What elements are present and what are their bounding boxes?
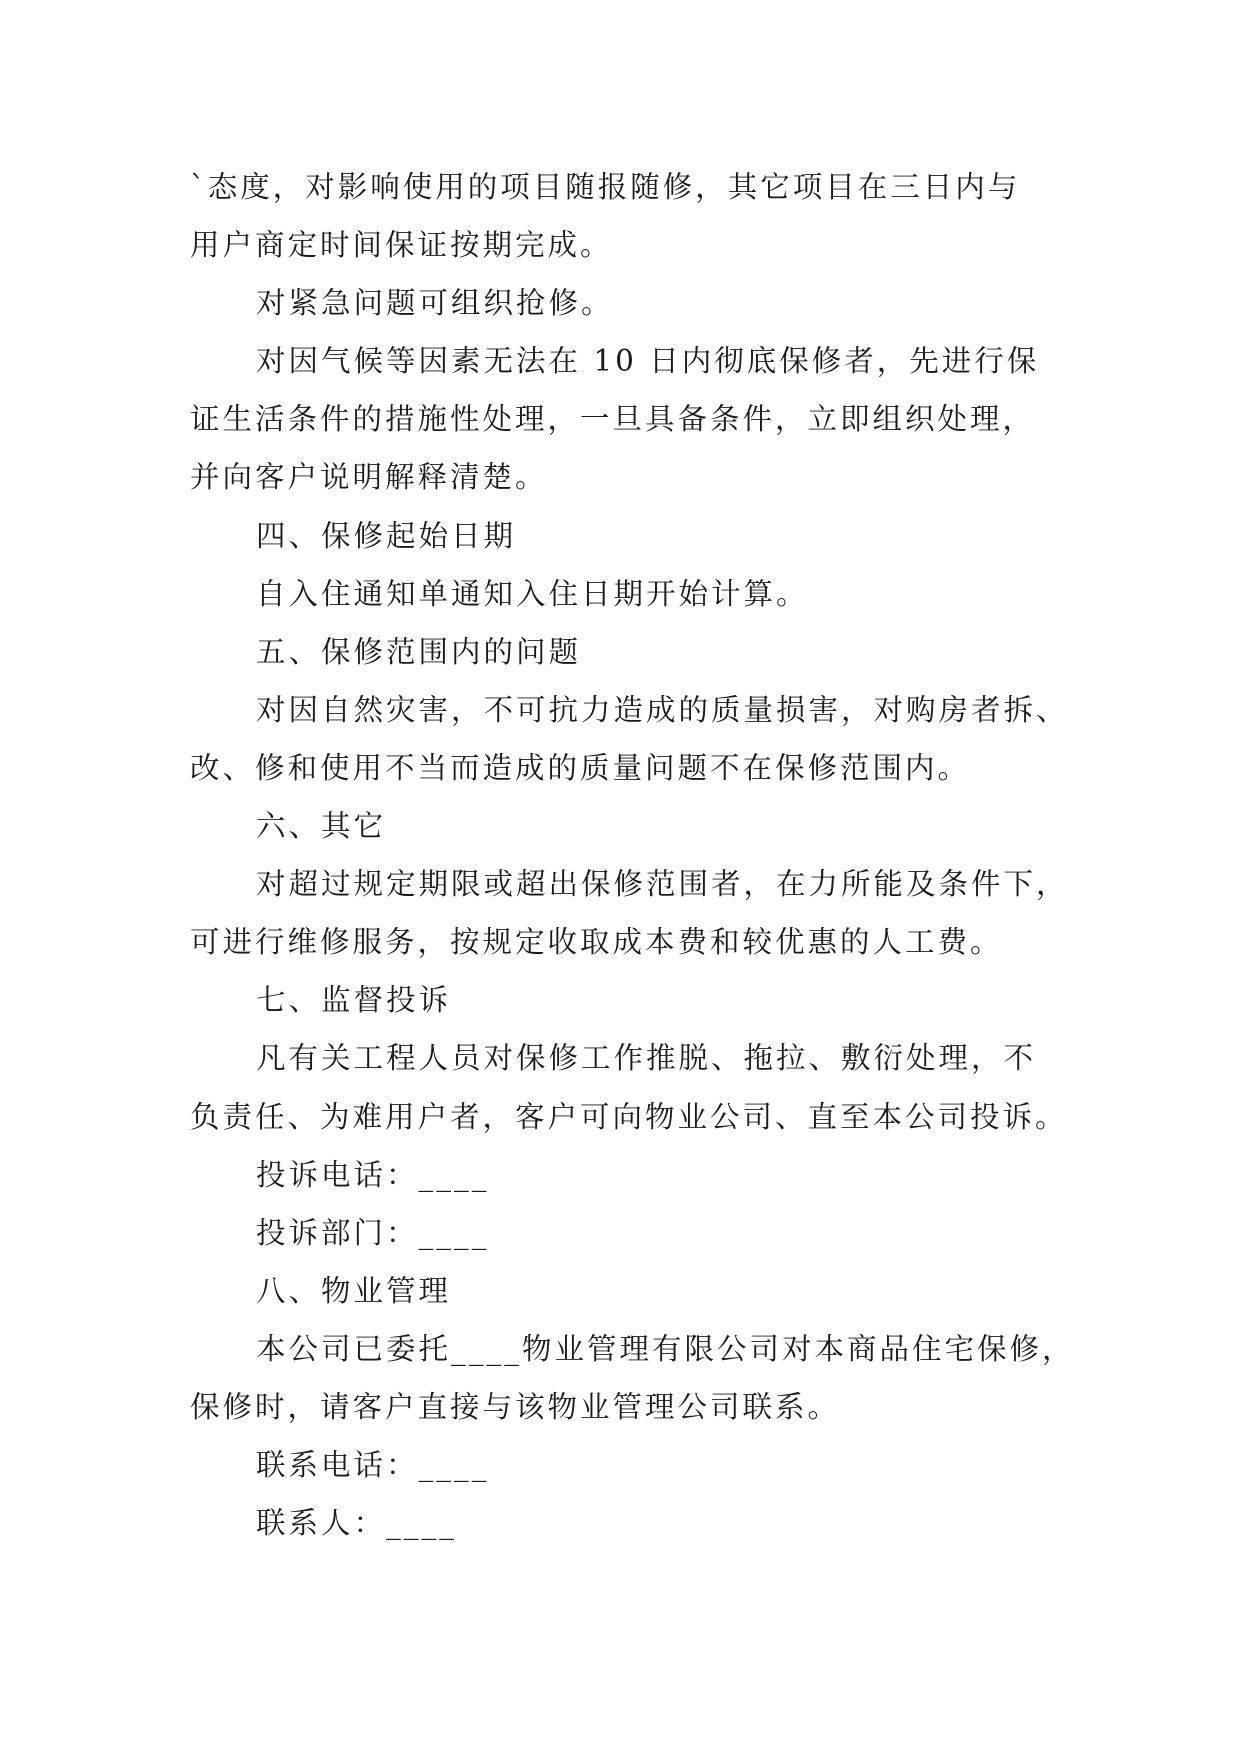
contact-phone-field: 联系电话：____ <box>256 1448 490 1483</box>
contact-person-field: 联系人：____ <box>256 1506 458 1541</box>
section-heading: 四、保修起始日期 <box>256 518 517 553</box>
complaint-department-field: 投诉部门：____ <box>256 1215 490 1250</box>
paragraph-line: 对超过规定期限或超出保修范围者，在力所能及条件下， <box>256 867 1069 902</box>
paragraph-line: 证生活条件的措施性处理，一旦具备条件，立即组织处理， <box>190 402 1036 437</box>
paragraph-line: `态度，对影响使用的项目随报随修，其它项目在三日内与 <box>190 170 1021 204</box>
paragraph-line: 本公司已委托____物业管理有限公司对本商品住宅保修， <box>256 1331 1075 1366</box>
paragraph-line: 改、修和使用不当而造成的质量问题不在保修范围内。 <box>190 750 971 785</box>
section-heading: 七、监督投诉 <box>256 983 452 1018</box>
paragraph-line: 可进行维修服务，按规定收取成本费和较优惠的人工费。 <box>190 925 1003 960</box>
document-body <box>190 158 1075 1552</box>
paragraph-line: 并向客户说明解释清楚。 <box>190 460 548 495</box>
paragraph-line: 对因气候等因素无法在 10 日内彻底保修者，先进行保 <box>256 344 1040 379</box>
section-heading: 八、物业管理 <box>256 1273 452 1308</box>
paragraph-line: 对紧急问题可组织抢修。 <box>256 286 614 321</box>
paragraph-line: 负责任、为难用户者，客户可向物业公司、直至本公司投诉。 <box>190 1099 1068 1134</box>
section-heading: 五、保修范围内的问题 <box>256 634 582 669</box>
paragraph-line: 保修时，请客户直接与该物业管理公司联系。 <box>190 1389 841 1424</box>
section-heading: 六、其它 <box>256 809 387 844</box>
paragraph-line: 对因自然灾害，不可抗力造成的质量损害，对购房者拆、 <box>256 692 1069 727</box>
paragraph-line: 自入住通知单通知入住日期开始计算。 <box>256 576 809 611</box>
paragraph-line: 凡有关工程人员对保修工作推脱、拖拉、敷衍处理，不 <box>256 1041 1037 1076</box>
complaint-phone-field: 投诉电话：____ <box>256 1157 490 1192</box>
paragraph-line: 用户商定时间保证按期完成。 <box>190 228 613 263</box>
